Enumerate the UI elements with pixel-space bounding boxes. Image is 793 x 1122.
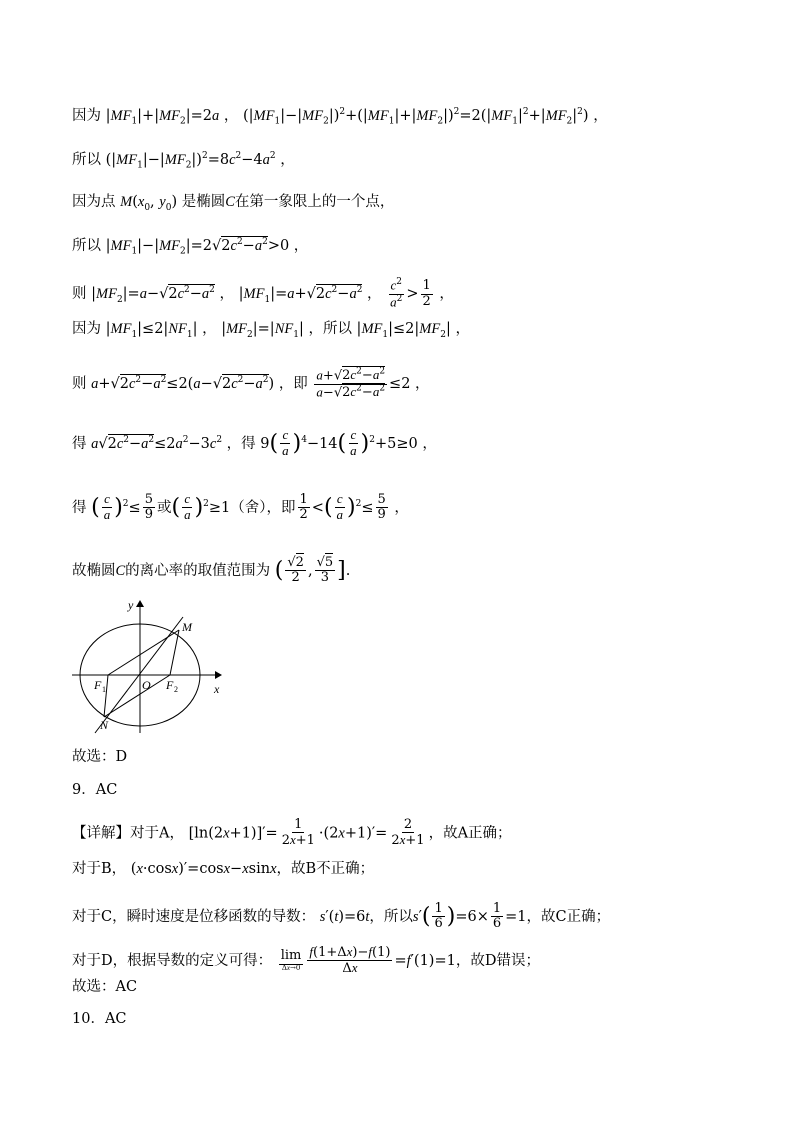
q9-choice: 故选：AC: [72, 979, 138, 995]
text: ，: [422, 435, 437, 452]
derivation-line-8: 得 $a√2c^2-a^2\le 2a^2-3c^2$ ，得 9( $\frac{c}{a}$ )$^4$−14( $\frac{c}{a}$ )$^2$+5≥0 ，: [72, 427, 437, 459]
text: ，: [293, 237, 309, 254]
text: 得: [72, 435, 87, 452]
text: ，: [455, 321, 470, 337]
text: ，故A正确；: [428, 825, 512, 842]
q8-choice: 故选：D: [72, 749, 128, 765]
text: （舍），即: [230, 499, 296, 516]
text: ，: [367, 286, 382, 303]
derivation-line-1: 因为 $|MF_1|+|MF_2|=2a$ ， $(|MF_1|-|MF_2|)^2+(|MF_1|+|MF_2|)^2=2(|MF_1|^2+|MF_2|^2)$ ，: [72, 107, 608, 127]
text: 是椭圆: [181, 194, 226, 210]
text: 因为: [72, 107, 101, 124]
text: ，所以: [369, 908, 413, 925]
text: ，: [219, 286, 235, 303]
text: 因为: [72, 321, 101, 337]
text: ，: [593, 107, 608, 124]
q9-option-d: 对于D，根据导数的定义可得： $\frac{\lim}{\Delta x\to 0}$ $\frac{f(1+\Delta x)-f(1)}{\Delta x}$ =f′(1)=1，故D错误；: [72, 944, 540, 977]
text: 的离心率的取值范围为: [125, 562, 271, 579]
label-y: y: [128, 598, 134, 612]
text: ，故B不正确；: [276, 861, 375, 877]
label-f2-sub: 2: [174, 685, 178, 694]
q9-header: 9．AC: [72, 782, 118, 798]
q9-option-a: 【详解】对于A， [ln(2x+1)]′= $\frac{1}{2x+1}$ ·(2x+1)′= $\frac{2}{2x+1}$ ，故A正确；: [72, 817, 512, 849]
label-x: x: [214, 682, 220, 696]
segment-m-f2: [170, 630, 179, 675]
text: 对于D，根据导数的定义可得：: [72, 952, 273, 969]
derivation-line-6: 因为 $|MF_1|\le 2|NF_1|$ ， $|MF_2|=|NF_1|$ ，所以 $|MF_1|\le 2|MF_2|$ ，: [72, 321, 470, 340]
text: 得: [72, 499, 87, 516]
derivation-line-9: 得 ( $\frac{c}{a}$ )$^2$≤ $\frac{5}{9}$ 或( $\frac{c}{a}$ )$^2$≥1（舍），即 $\frac{1}{2}$ <( $\frac{c}{a}$ )$^2$≤ $\frac{5}{9}$ ，: [72, 491, 409, 523]
text: 在第一象限上的一个点，: [234, 194, 395, 210]
segment-n-f1: [104, 675, 108, 717]
text: 对于A，: [130, 825, 184, 842]
derivation-line-7: 则 $a+√2c^2-a^2\le 2(a-√2c^2-a^2)$ ，即 $\frac{a+√2c^2-a^2}{a-√2c^2-a^2}$ ≤2 ，: [72, 367, 430, 400]
text: 或: [156, 499, 172, 516]
text: 所以: [72, 237, 101, 254]
text: ，得: [226, 435, 256, 452]
text: 对于B，: [72, 861, 127, 877]
text: ，: [394, 499, 409, 516]
label-f2: F: [166, 678, 174, 692]
q10-header: 10．AC: [72, 1011, 127, 1027]
label-f1: F: [94, 678, 102, 692]
y-axis-arrow-icon: [136, 600, 144, 607]
derivation-line-4: 所以 $|MF_1|-|MF_2|=2√2c^2-a^2>0$ ，: [72, 237, 309, 257]
q9-option-c: 对于C，瞬时速度是位移函数的导数： s′(t)=6t，所以s′( $\frac{1}{6}$ )=6× $\frac{1}{6}$ =1，故C正确；: [72, 901, 611, 932]
text: ，故C正确；: [526, 908, 611, 925]
text: .: [345, 562, 351, 579]
text: 所以: [72, 151, 101, 168]
derivation-line-2: 所以 $(|MF_1|-|MF_2|)^2=8c^2-4a^2$ ，: [72, 151, 295, 171]
text: ，: [280, 151, 295, 168]
text: ，: [223, 107, 239, 124]
text: ，即: [278, 376, 308, 393]
text: ，所以: [308, 321, 352, 337]
derivation-line-10: 故椭圆C的离心率的取值范围为 ( $\frac{√2}{2}$ , $\frac{√5}{3}$ ].: [72, 555, 351, 586]
x-axis-arrow-icon: [215, 671, 222, 679]
text: ，: [415, 376, 430, 393]
segment-f2-n: [104, 675, 170, 717]
text: 则: [72, 376, 87, 393]
text: 因为点: [72, 194, 116, 210]
text: ，: [202, 321, 217, 337]
text: 对于C，瞬时速度是位移函数的导数：: [72, 908, 316, 925]
label-f1-sub: 1: [102, 685, 106, 694]
text: ，故D错误；: [455, 952, 540, 969]
text: 则: [72, 286, 87, 303]
label-o: O: [142, 678, 151, 692]
detail-tag: 【详解】: [72, 825, 130, 842]
text: 故椭圆: [72, 562, 116, 579]
derivation-line-5: 则 $|MF_2|=a-√2c^2-a^2$ ， $|MF_1|=a+√2c^2-a^2$ ， $\frac{c^2}{a^2}$ > $\frac{1}{2}$ ，: [72, 277, 454, 309]
derivation-line-3: 因为点 $M(x_0$, $y_0$) 是椭圆C在第一象限上的一个点，: [72, 194, 395, 213]
text: ，: [439, 286, 454, 303]
ellipse-figure: [70, 595, 230, 735]
q9-option-b: 对于B， (x·cosx)′=cosx−xsinx，故B不正确；: [72, 861, 375, 877]
label-n: N: [100, 718, 109, 732]
label-m: M: [182, 620, 192, 634]
